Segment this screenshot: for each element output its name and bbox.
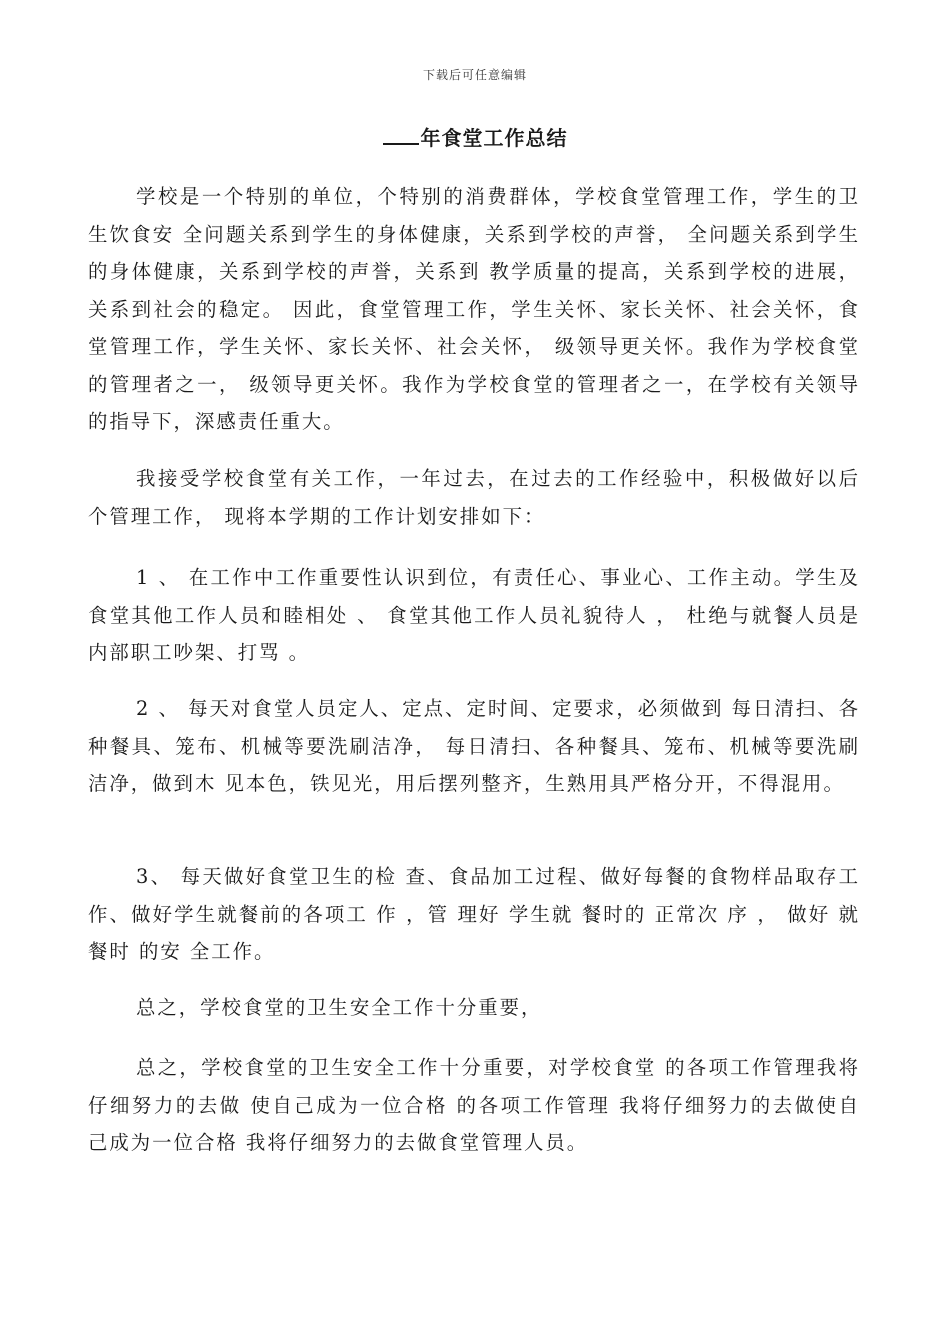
- page-title: [0, 122, 950, 151]
- title-blank-line: [383, 127, 419, 145]
- paragraph-summary-short: 总之，学校食堂的卫生安全工作十分重要，: [136, 996, 543, 1019]
- paragraph-item-3: 3、 每天做好食堂卫生的检 查、食品加工过程、做好每餐的食物样品取存工作、做好学生就餐前的各项工 作 ，管 理好 学生就 餐时的 正常次 序 ， 做好 就餐时 的安 全工作。: [88, 865, 860, 963]
- paragraph-plan-intro: 我接受学校食堂有关工作，一年过去，在过去的工作经验中，积极做好以后个管理工作， 现将本学期的工作计划安排如下：: [88, 467, 860, 528]
- paragraph-item-2: 2 、 每天对食堂人员定人、定点、定时间、定要求，必须做到 每日清扫、各种餐具、笼布、机械等要洗刷洁净， 每日清扫、各种餐具、笼布、机械等要洗刷洁净，做到木 见本色，铁见光，用后摆列整齐，生熟用具严格分开，不得混用。: [88, 697, 860, 795]
- title-text: 年食堂工作总结: [420, 126, 568, 150]
- paragraph-item-1: 1 、 在工作中工作重要性认识到位，有责任心、事业心、工作主动。学生及食堂其他工作人员和睦相处 、 食堂其他工作人员礼貌待人 ， 杜绝与就餐人员是内部职工吵架、打骂 。: [88, 566, 860, 664]
- paragraph-summary: 总之，学校食堂的卫生安全工作十分重要，对学校食堂 的各项工作管理我将仔细努力的去做 使自己成为一位合格 的各项工作管理 我将仔细努力的去做使自己成为一位合格 我将仔细努力的去做食堂管理人员。: [88, 1056, 860, 1154]
- paragraph-intro: 学校是一个特别的单位，个特别的消费群体，学校食堂管理工作，学生的卫生饮食安 全问题关系到学生的身体健康，关系到学校的声誉， 全问题关系到学生的身体健康，关系到学校的声誉，关系到 教学质量的提高，关系到学校的进展，关系到社会的稳定。 因此，食堂管理工作，学生关怀、家长关怀、社会关怀，食堂管理工作，学生关怀、家长关怀、社会关怀， 级领导更关怀。我作为学校食堂的管理者之一， 级领导更关怀。我作为学校食堂的管理者之一，在学校有关领导的指导下，深感责任重大。: [88, 185, 860, 433]
- header-note: 下载后可任意编辑: [422, 68, 527, 82]
